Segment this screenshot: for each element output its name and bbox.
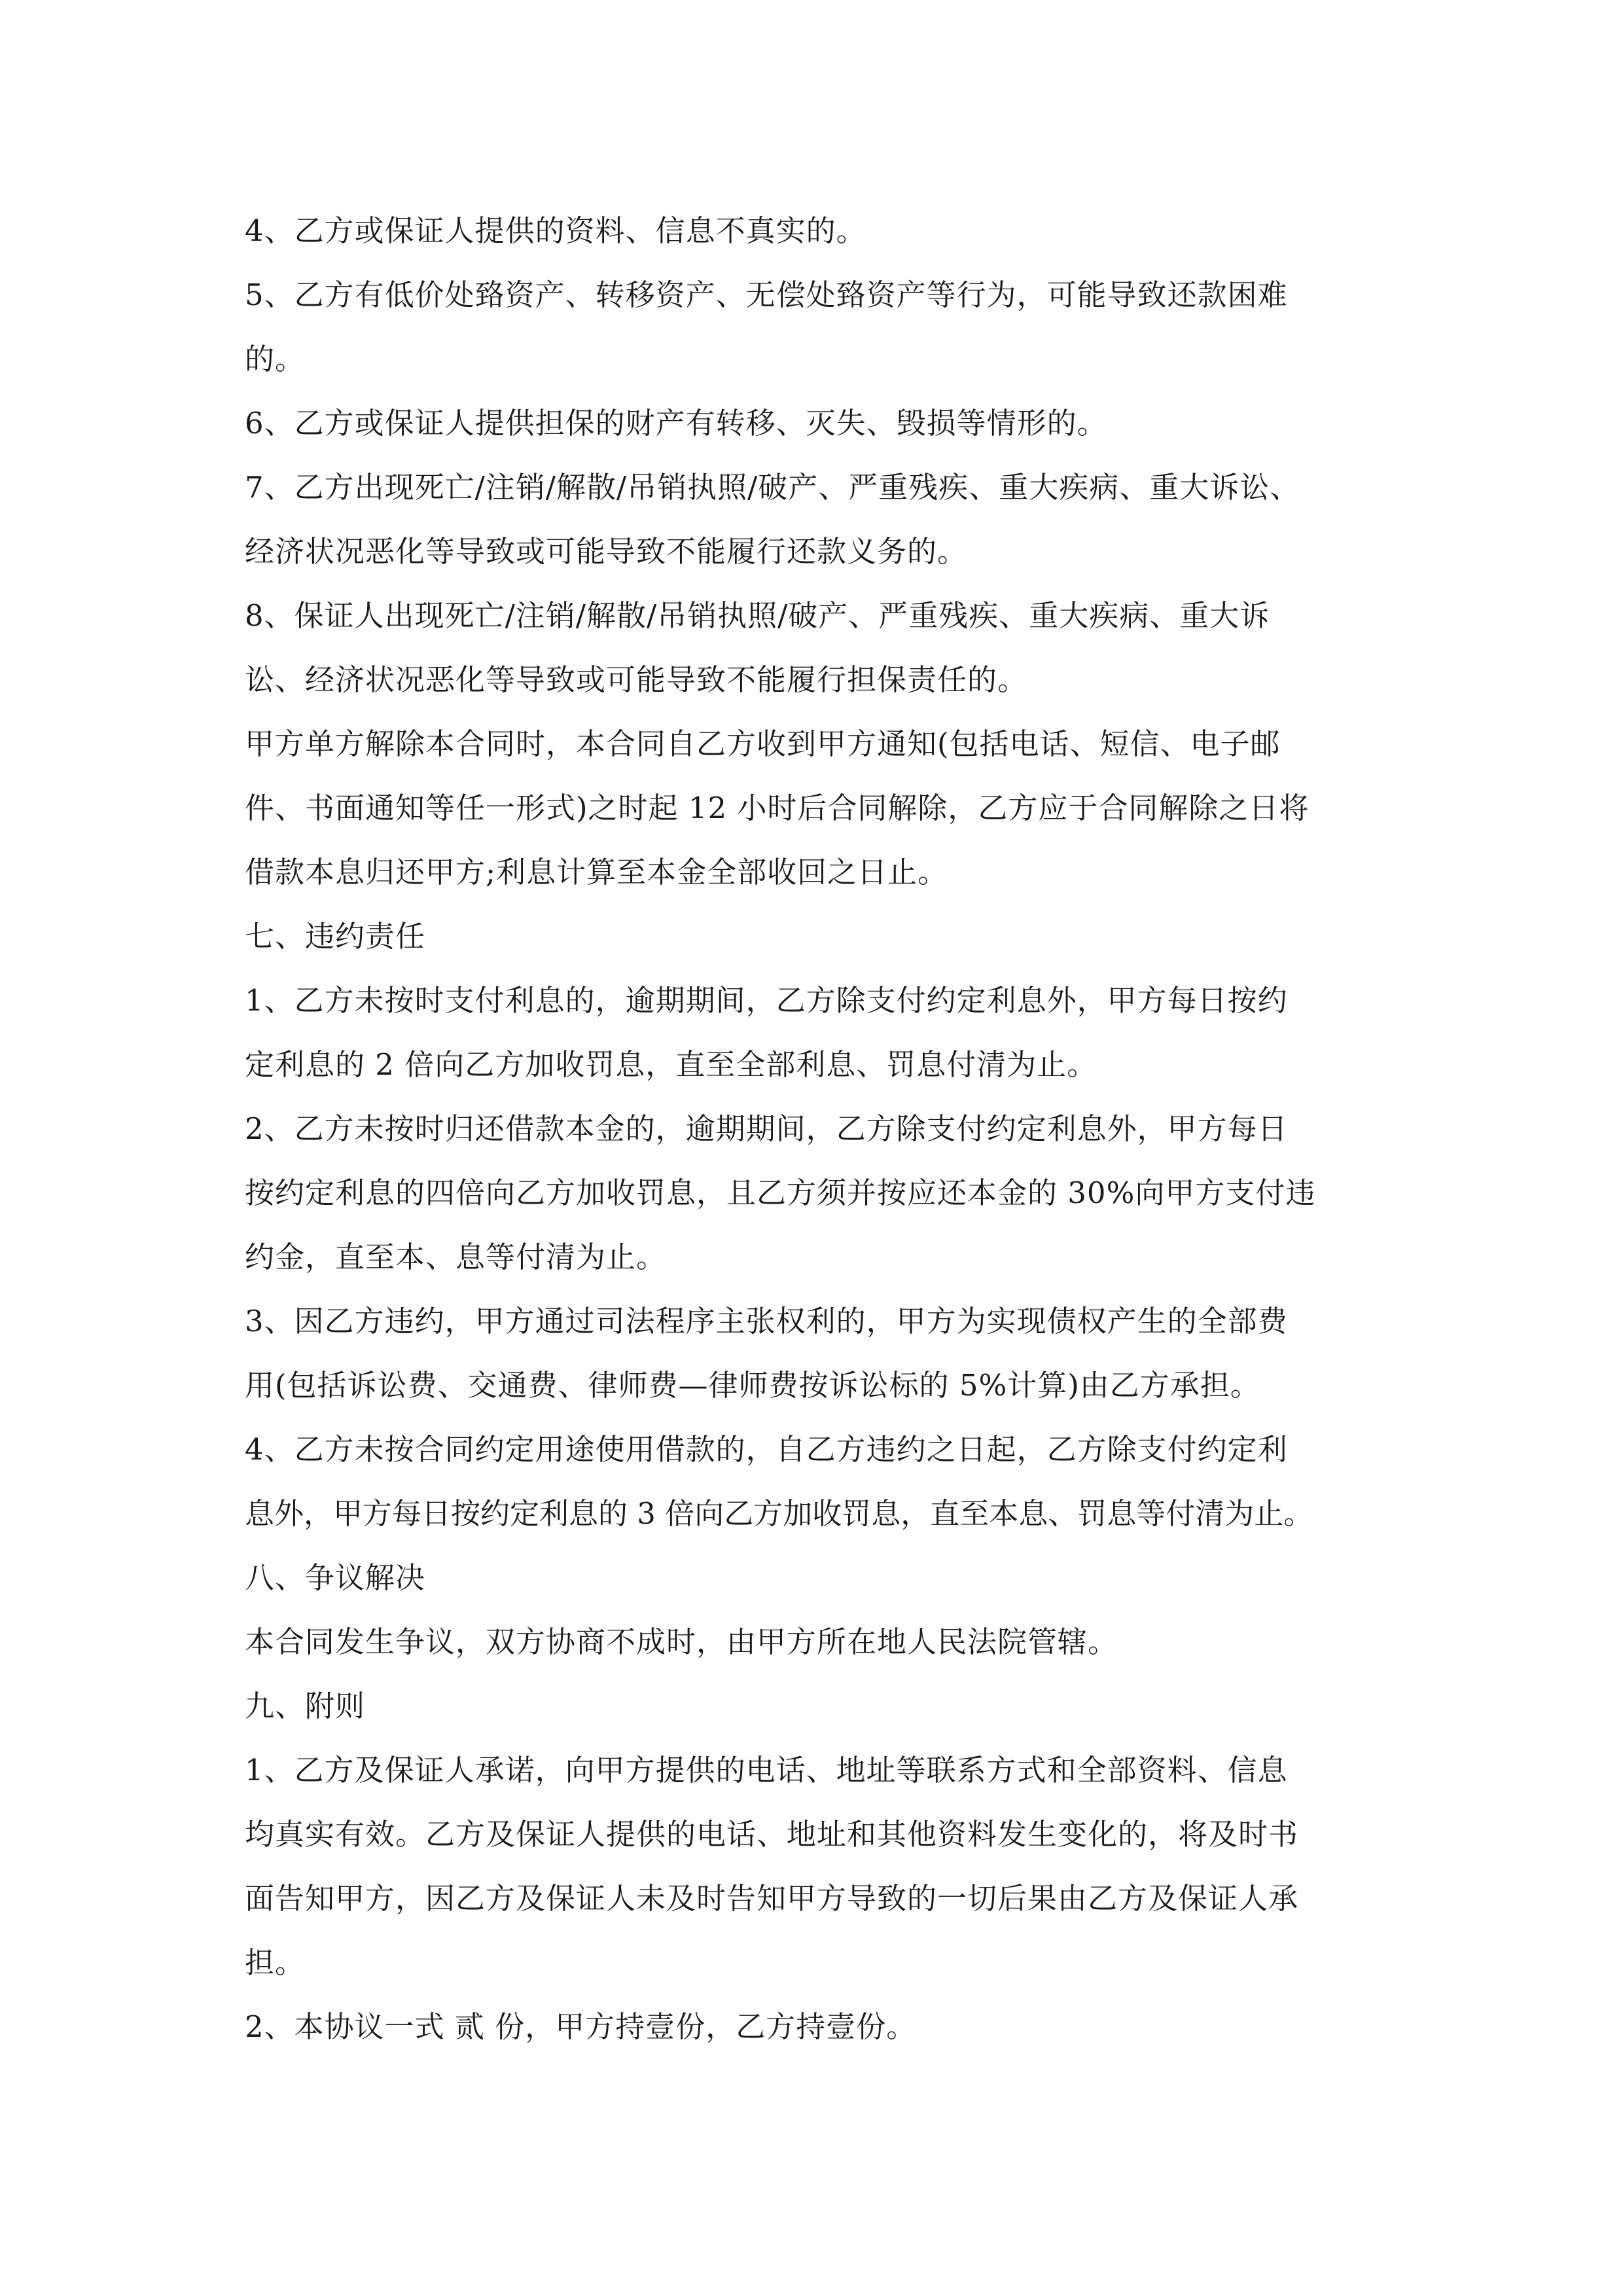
text-line: 6、乙方或保证人提供担保的财产有转移、灭失、毁损等情形的。 [245,406,1107,440]
section-heading: 七、违约责任 [245,919,426,954]
text-line: 甲方单方解除本合同时，本合同自乙方收到甲方通知(包括电话、短信、电子邮 [245,726,1281,761]
text-line: 1、乙方及保证人承诺，向甲方提供的电话、地址等联系方式和全部资料、信息 [245,1753,1288,1787]
text-line: 的。 [245,342,306,376]
text-line: 2、乙方未按时归还借款本金的，逾期期间，乙方除支付约定利息外，甲方每日 [245,1111,1288,1146]
text-line: 担。 [245,1945,306,1980]
text-line: 本合同发生争议，双方协商不成时，由甲方所在地人民法院管辖。 [245,1624,1118,1659]
section-heading: 九、附则 [245,1689,366,1723]
section-heading: 八、争议解决 [245,1560,426,1595]
text-line: 借款本息归还甲方;利息计算至本金全部收回之日止。 [245,855,948,889]
text-line: 均真实有效。乙方及保证人提供的电话、地址和其他资料发生变化的，将及时书 [245,1817,1299,1852]
text-line: 1、乙方未按时支付利息的，逾期期间，乙方除支付约定利息外，甲方每日按约 [245,983,1288,1018]
text-line: 8、保证人出现死亡/注销/解散/吊销执照/破产、严重残疾、重大疾病、重大诉 [245,598,1270,633]
text-line: 件、书面通知等任一形式)之时起 12 小时后合同解除，乙方应于合同解除之日将 [245,791,1310,825]
text-line: 按约定利息的四倍向乙方加收罚息，且乙方须并按应还本金的 30%向甲方支付违 [245,1175,1316,1210]
text-line: 息外，甲方每日按约定利息的 3 倍向乙方加收罚息，直至本息、罚息等付清为止。 [245,1496,1313,1531]
text-line: 5、乙方有低价处臵资产、转移资产、无偿处臵资产等行为，可能导致还款困难 [245,278,1288,312]
text-line: 约金，直至本、息等付清为止。 [245,1240,667,1274]
text-line: 用(包括诉讼费、交通费、律师费—律师费按诉讼标的 5%计算)由乙方承担。 [245,1368,1260,1403]
text-line: 4、乙方未按合同约定用途使用借款的，自乙方违约之日起，乙方除支付约定利 [245,1432,1288,1467]
document-body [245,199,1391,2059]
text-line: 7、乙方出现死亡/注销/解散/吊销执照/破产、严重残疾、重大疾病、重大诉讼、 [245,470,1300,505]
text-line: 3、因乙方违约，甲方通过司法程序主张权利的，甲方为实现债权产生的全部费 [245,1304,1288,1338]
text-line: 讼、经济状况恶化等导致或可能导致不能履行担保责任的。 [245,662,1028,697]
text-line: 定利息的 2 倍向乙方加收罚息，直至全部利息、罚息付清为止。 [245,1047,1097,1082]
text-line: 2、本协议一式 贰 份，甲方持壹份，乙方持壹份。 [245,2009,917,2044]
text-line: 4、乙方或保证人提供的资料、信息不真实的。 [245,213,866,248]
text-line: 面告知甲方，因乙方及保证人未及时告知甲方导致的一切后果由乙方及保证人承 [245,1881,1299,1916]
text-line: 经济状况恶化等导致或可能导致不能履行还款义务的。 [245,534,968,569]
